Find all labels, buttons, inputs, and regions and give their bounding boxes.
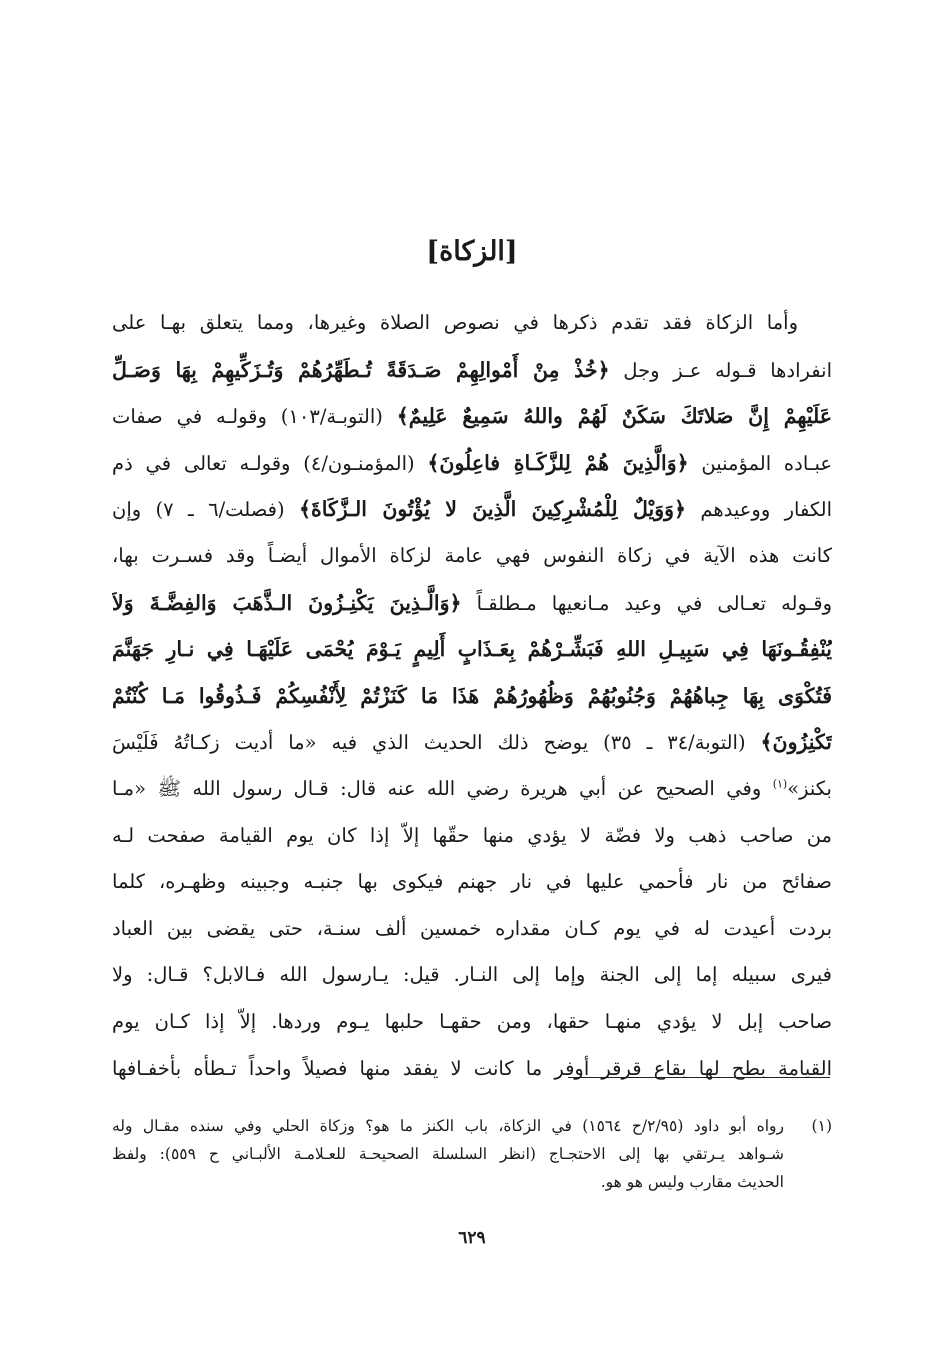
text-line-8 (112, 626, 832, 673)
verse-reference: (التوبـة/١٠٣) وقولـه في صفات (112, 405, 383, 429)
text-segment: وفي الصحيح عن أبي هريرة رضي الله عنه قال: قـال رسول الله ﷺ «مـا (112, 776, 762, 800)
text-line-4 (112, 440, 832, 487)
quran-verse: تَكْنِزُونَ﴾ (760, 730, 832, 755)
text-line-17 (112, 1046, 832, 1093)
text-segment: وأما الزكاة فقد تقدم ذكرها في نصوص الصلاة وغيرها، ومما يتعلق بهـا على (112, 311, 798, 334)
text-line-5 (112, 486, 832, 533)
quran-verse: ﴿خُذْ مِنْ أَمْوالِهِمْ صَـدَقَةً تُـطَهِّرُهُمْ وَتُـزَكِّيهِمْ بِهَا وَصَـلِّ (112, 357, 610, 382)
quran-verse: فَتُكْوَى بِهَا جِباهُهُمْ وَجُنُوبُهُمْ وَظُهُورُهُمْ هَذَا مَا كَنَزْتُمْ لِأَنْفُسِكُمْ فَـذُوقُوا مَـا كُنْتُمْ (112, 683, 832, 708)
text-line-3 (112, 393, 832, 440)
text-line-13 (112, 859, 832, 906)
quran-verse: ﴿وَوَيْلٌ لِلْمُشْرِكِينَ الَّذِينَ لا يُؤْتُونَ الـزَّكَاةَ﴾ (298, 497, 687, 522)
quran-verse: عَلَيْهِمْ إِنَّ صَلاتَكَ سَكَنٌ لَهُمْ واللهُ سَمِيعٌ عَلِيمٌ﴾ (396, 404, 832, 429)
text-segment: الكفار ووعيدهم (700, 498, 832, 522)
footnote-line-2: شـواهد يـرتقي بها إلى الاحتجـاج (انظر السلسلة الصحيحـة للعـلامـة الألبـاني ح ٥٥٩): ولفظ (112, 1145, 784, 1163)
footnote-line-1: رواه أبو داود (٢/٩٥/ح ١٥٦٤) في الزكاة، باب الكنز ما هو؟ وزكاة الحلي وفي سنده مقـال وله (112, 1117, 784, 1135)
quran-verse: يُنْفِقُـونَهَا فِي سَبِيـلِ اللهِ فَبَشِّـرْهُمْ بِعَـذَابٍ أَلِيمٍ يَـوْمَ يُحْمَى عَلَيْهَـا فِي نـارِ جَهَنَّمَ (112, 637, 832, 662)
text-segment: صاحب إبل لا يؤدي منهـا حقها، ومن حقهـا حلبها يـوم وردها. إلاّ إذا كـان يوم (112, 1009, 832, 1033)
text-line-7 (112, 580, 832, 627)
text-segment: بردت أعيدت له في يوم كـان مقداره خمسين ألف سنـة، حتى يقضى بين العباد (112, 916, 832, 940)
quran-verse: ﴿وَالَّـذِينَ يَكْنِـزُونَ الـذَّهَبَ وَالفِضَّـةَ وَلاَ (112, 590, 462, 615)
footnote-number: (١) (811, 1117, 832, 1135)
quran-verse: ﴿وَالَّذِينَ هُمْ لِلزَّكَـاةِ فاعِلُونَ﴾ (427, 450, 689, 475)
text-line-2 (112, 347, 832, 394)
text-line-6 (112, 533, 832, 580)
footnotes (112, 1112, 832, 1196)
footnote-line-3: الحديث مقارب وليس هو هو. (600, 1173, 784, 1191)
text-line-12 (112, 813, 832, 860)
text-segment: كانت هذه الآية في زكاة النفوس فهي عامة لزكاة الأموال أيضـاً وقد فسـرت بها، (112, 543, 832, 567)
verse-reference: (فصلت/٦ ـ ٧) وإن (112, 498, 285, 522)
text-segment: من صاحب ذهب ولا فضّة لا يؤدي منها حقّها إلاّ إذا كان يوم القيامة صفحت لـه (112, 823, 832, 847)
text-line-9 (112, 673, 832, 720)
text-segment: القيامة بطح لها بقاع قرقر أوفر ما كانت لا يفقد منها فصيلاً واحداً تـطأه بأخفـافها (112, 1056, 832, 1080)
page-number: ٦٢٩ (458, 1228, 486, 1248)
text-line-11 (112, 766, 832, 813)
footnote-text (112, 1112, 784, 1196)
footnote-item (112, 1112, 832, 1196)
text-line-10 (112, 719, 832, 766)
text-line-14 (112, 906, 832, 953)
text-line-1 (112, 300, 832, 347)
chapter-title: [الزكاة] (426, 236, 518, 267)
text-segment: بكنز» (787, 776, 832, 800)
footnote-reference: (١) (772, 777, 788, 791)
text-segment: فيرى سبيله إما إلى الجنة وإما إلى النـار. قيل: يـارسول الله فـالابل؟ قـال: ولا (112, 963, 832, 987)
text-segment: انفرادها قـوله عـز وجل (623, 358, 832, 382)
text-line-16 (112, 999, 832, 1046)
verse-reference: (المؤمنـون/٤) وقولـه تعالى في ذم (112, 451, 415, 475)
main-text (112, 300, 832, 1092)
text-segment: عبـاده المؤمنين (701, 451, 832, 475)
text-segment: صفائح من نار فأحمي عليها في نار جهنم فيكوى بها جنبـه وجبينه وظهـره، كلما (112, 870, 832, 894)
text-segment: وقـوله تعـالى في وعيد مـانعيها مـطلقـاً (476, 591, 832, 615)
footnote-divider (568, 1077, 830, 1078)
text-segment: (التوبة/٣٤ ـ ٣٥) يوضح ذلك الحديث الذي فيه «ما أديت زكـاتُهُ فَلَيْسَ (112, 731, 746, 755)
text-line-15 (112, 952, 832, 999)
